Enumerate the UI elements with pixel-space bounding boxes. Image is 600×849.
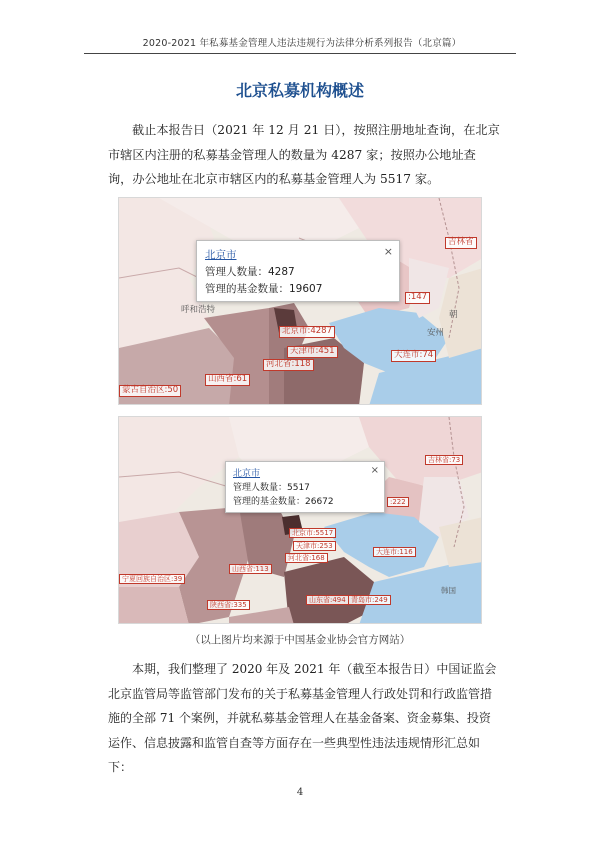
map-office-address — [118, 416, 482, 624]
map2-tag-shanxi[interactable]: 山西省:113 — [229, 564, 272, 574]
map2-tag-dalian[interactable]: 大连市:116 — [373, 547, 416, 557]
map2-tag-qingdao[interactable]: 青岛市:249 — [348, 595, 391, 605]
map1-popup-close-icon[interactable]: × — [383, 245, 393, 258]
map2-popup-close-icon[interactable]: × — [370, 465, 379, 476]
map2-tag-hebei[interactable]: 河北省:168 — [285, 553, 328, 563]
header-rule — [84, 53, 516, 54]
summary-paragraph — [108, 657, 500, 780]
page-number: 4 — [296, 787, 304, 798]
map1-tag-liaoning[interactable]: :147 — [405, 292, 430, 304]
map2-tag-jilin[interactable]: 吉林省:73 — [425, 455, 463, 465]
map1-tag-neimeng[interactable]: 蒙古自治区:50 — [119, 385, 181, 397]
section-title: 北京私募机构概述 — [235, 81, 364, 100]
intro-paragraph — [108, 118, 500, 192]
map2-tag-ningxia[interactable]: 宁夏回族自治区:39 — [119, 574, 185, 584]
map1-tag-tianjin[interactable]: 天津市:451 — [287, 346, 338, 358]
map2-tag-shaanxi[interactable]: 陕西省:335 — [207, 600, 250, 610]
map2-tag-shandong[interactable]: 山东省:494 — [306, 595, 349, 605]
map1-popup — [196, 240, 400, 302]
map1-tag-shanxi[interactable]: 山西省:61 — [205, 374, 250, 386]
map1-popup-funds: 管理的基金数量：19607 — [205, 283, 323, 295]
map2-graphic — [119, 417, 482, 624]
image-caption: （以上图片均来源于中国基金业协会官方网站） — [189, 634, 411, 646]
map2-popup-funds: 管理的基金数量：26672 — [233, 497, 334, 507]
map1-place-hohhot: 呼和浩特 — [181, 305, 216, 315]
map1-popup-city-link[interactable]: 北京市 — [205, 249, 237, 261]
map1-place-andong: 安州 — [427, 328, 445, 338]
map1-place-chaoxian: 朝 — [449, 310, 458, 320]
map1-tag-hebei[interactable]: 河北省:118 — [263, 359, 314, 371]
summary-paragraph-text: 本期，我们整理了 2020 年及 2021 年（截至本报告日）中国证监会北京监管局等监管部门发布的关于私募基金管理人行政处罚和行政监管措施的全部 71 个案例，并就私募基金管理人在基金备案、资金募集、投资运作、信息披露和监管自查等方面存在一些典型性违法违规情形汇总如下： — [108, 662, 497, 774]
map1-popup-managers: 管理人数量：4287 — [205, 266, 295, 278]
map2-popup — [225, 461, 385, 513]
map2-tag-beijing[interactable]: 北京市:5517 — [289, 528, 336, 538]
intro-paragraph-text: 截止本报告日（2021 年 12 月 21 日），按照注册地址查询，在北京市辖区内注册的私募基金管理人的数量为 4287 家；按照办公地址查询，办公地址在北京市辖区内的私募基金管理人为 5517 家。 — [108, 123, 500, 186]
map1-tag-jilin[interactable]: 吉林省 — [445, 237, 477, 249]
map-registered-address — [118, 197, 482, 405]
map2-tag-liaoning[interactable]: :222 — [387, 497, 409, 507]
map2-tag-tianjin[interactable]: 天津市:253 — [293, 541, 336, 551]
map1-tag-beijing[interactable]: 北京市:4287 — [279, 326, 335, 338]
map2-popup-city-link[interactable]: 北京市 — [233, 469, 261, 479]
map2-place-hanguo: 韩国 — [441, 586, 456, 595]
map1-tag-dalian[interactable]: 大连市:74 — [391, 350, 436, 362]
running-header: 2020-2021 年私募基金管理人违法违规行为法律分析系列报告（北京篇） — [142, 38, 462, 49]
map2-popup-managers: 管理人数量：5517 — [233, 483, 310, 493]
